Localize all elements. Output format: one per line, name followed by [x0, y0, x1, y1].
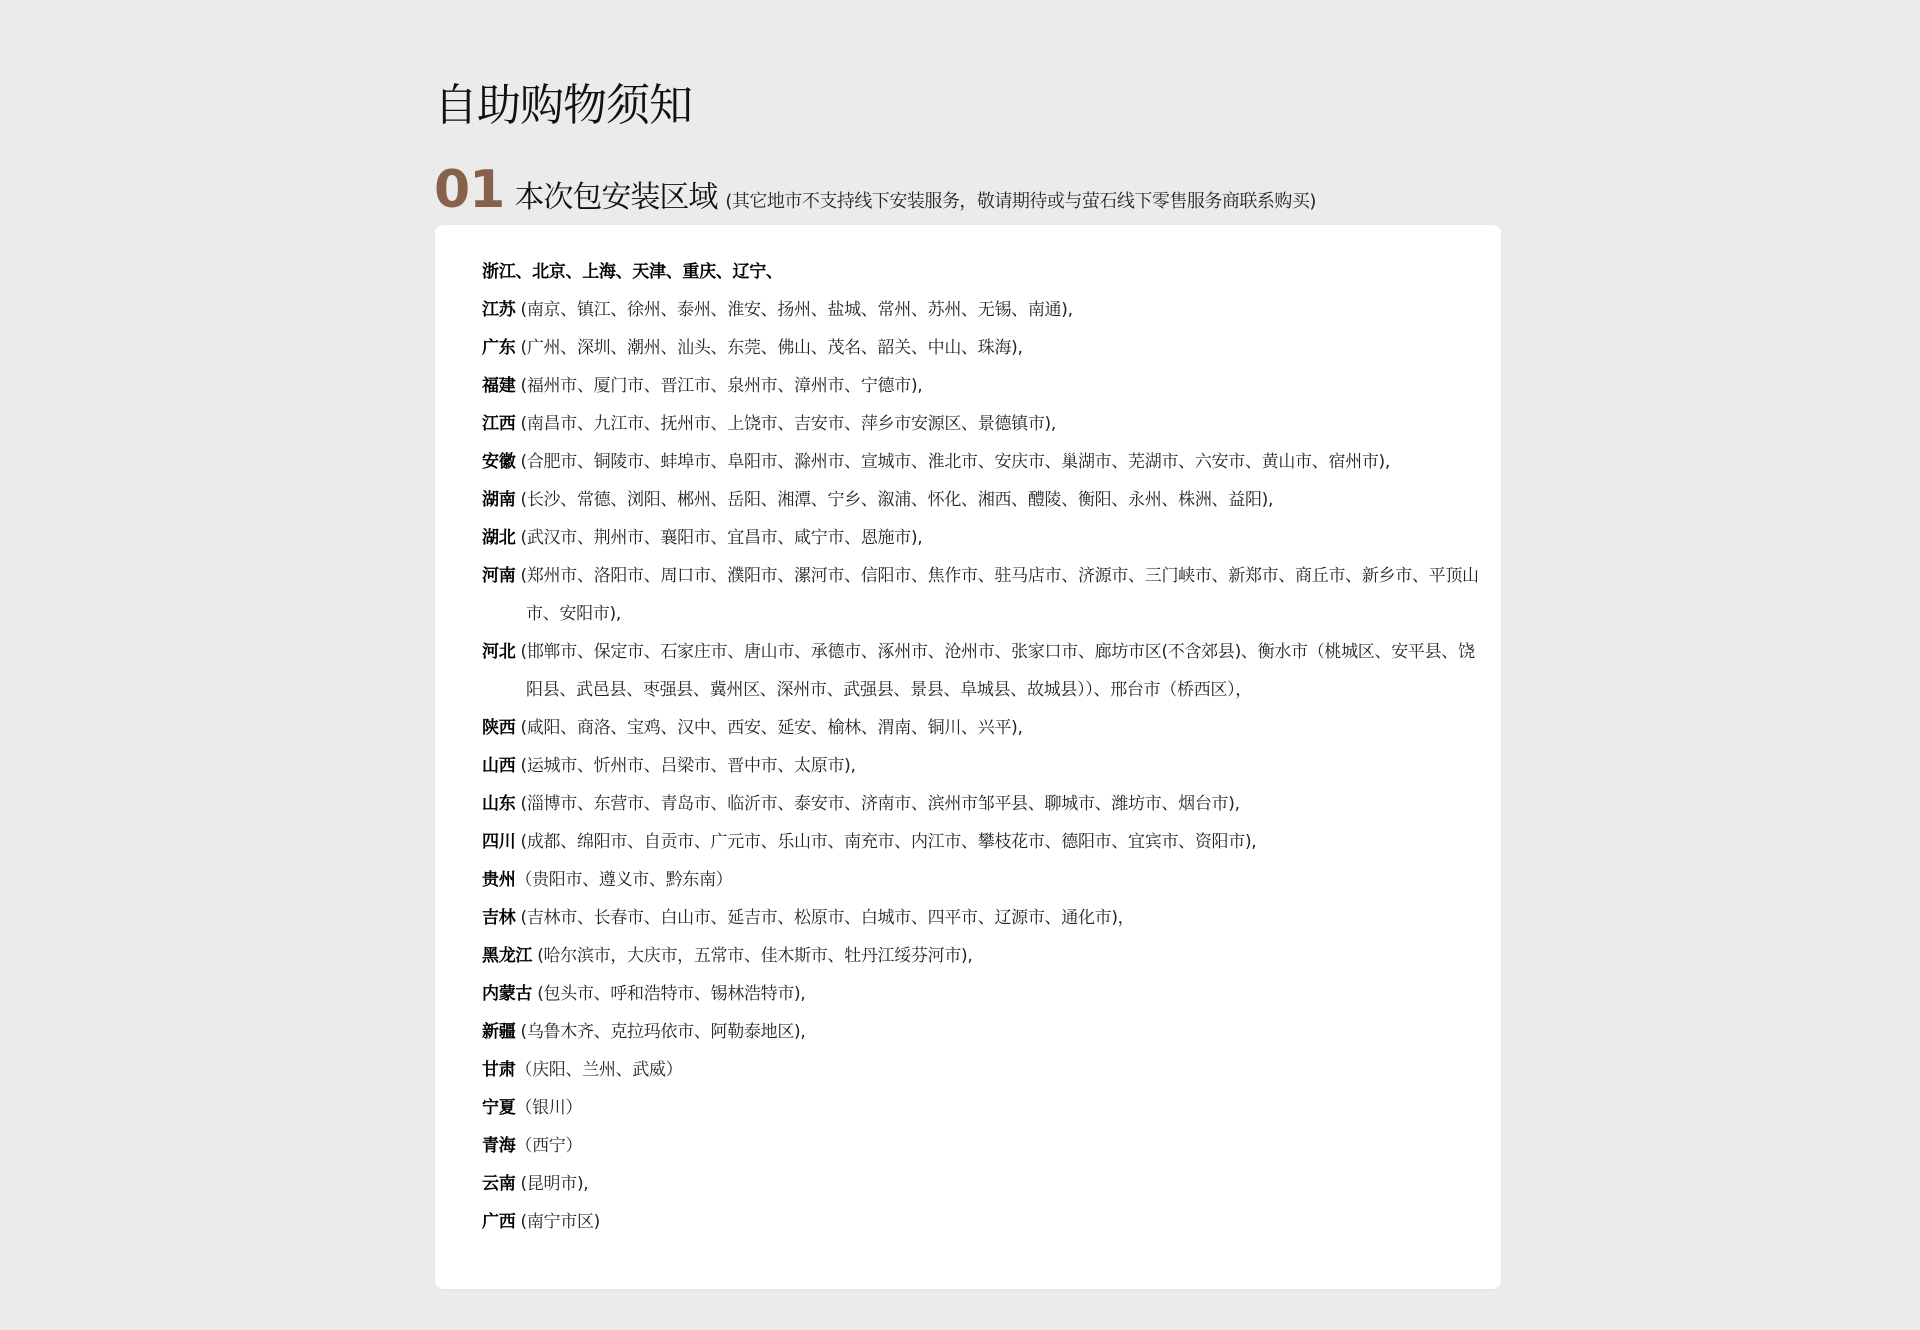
region-item	[482, 329, 1482, 367]
region-item	[482, 709, 1482, 747]
region-cities: （西宁）	[515, 1136, 583, 1156]
region-province: 福建	[482, 376, 516, 396]
region-cities: （贵阳市、遵义市、黔东南）	[515, 870, 733, 890]
region-item	[482, 519, 1482, 557]
region-province: 浙江、北京、上海、天津、重庆、辽宁、	[482, 262, 783, 282]
region-item	[482, 557, 1486, 633]
region-province: 湖南	[482, 490, 516, 510]
section-number: 01	[434, 160, 505, 220]
region-list	[482, 253, 1482, 1241]
region-province: 四川	[482, 832, 516, 852]
region-item	[482, 253, 1482, 291]
region-cities: (广州、深圳、潮州、汕头、东莞、佛山、茂名、韶关、中山、珠海),	[515, 338, 1023, 358]
region-item	[482, 785, 1482, 823]
region-province: 云南	[482, 1174, 516, 1194]
page-title: 自助购物须知	[434, 80, 692, 131]
region-province: 内蒙古	[482, 984, 533, 1004]
region-item	[482, 1203, 1482, 1241]
region-cities: (淄博市、东营市、青岛市、临沂市、泰安市、济南市、滨州市邹平县、聊城市、潍坊市、烟台市),	[515, 794, 1240, 814]
section-note: (其它地市不支持线下安装服务，敬请期待或与萤石线下零售服务商联系购买)	[725, 191, 1316, 212]
section-title: 本次包安装区域	[514, 180, 718, 215]
region-item	[482, 1051, 1482, 1089]
region-item	[482, 405, 1482, 443]
region-cities: (成都、绵阳市、自贡市、广元市、乐山市、南充市、内江市、攀枝花市、德阳市、宜宾市、资阳市),	[515, 832, 1257, 852]
region-cities: (郑州市、洛阳市、周口市、濮阳市、漯河市、信阳市、焦作市、驻马店市、济源市、三门峡市、新郑市、商丘市、新乡市、平顶山市、安阳市),	[515, 566, 1479, 624]
region-cities: (南昌市、九江市、抚州市、上饶市、吉安市、萍乡市安源区、景德镇市),	[515, 414, 1056, 434]
region-province: 湖北	[482, 528, 516, 548]
region-item	[482, 937, 1482, 975]
region-cities: (长沙、常德、浏阳、郴州、岳阳、湘潭、宁乡、溆浦、怀化、湘西、醴陵、衡阳、永州、株洲、益阳),	[515, 490, 1274, 510]
region-cities: (南京、镇江、徐州、泰州、淮安、扬州、盐城、常州、苏州、无锡、南通),	[515, 300, 1073, 320]
region-province: 山西	[482, 756, 516, 776]
section-header	[434, 160, 1316, 220]
region-province: 黑龙江	[482, 946, 533, 966]
install-region-card	[435, 225, 1501, 1289]
region-item	[482, 481, 1482, 519]
region-province: 山东	[482, 794, 516, 814]
region-province: 广东	[482, 338, 516, 358]
region-cities: (包头市、呼和浩特市、锡林浩特市),	[532, 984, 806, 1004]
region-province: 江苏	[482, 300, 516, 320]
region-cities: （银川）	[515, 1098, 583, 1118]
region-cities: (哈尔滨市，大庆市，五常市、佳木斯市、牡丹江绥芬河市),	[532, 946, 973, 966]
region-cities: (福州市、厦门市、晋江市、泉州市、漳州市、宁德市),	[515, 376, 923, 396]
region-item	[482, 1089, 1482, 1127]
region-item	[482, 899, 1482, 937]
region-province: 广西	[482, 1212, 516, 1232]
region-cities: (南宁市区)	[515, 1212, 600, 1232]
region-province: 青海	[482, 1136, 516, 1156]
region-province: 贵州	[482, 870, 516, 890]
region-cities: (运城市、忻州市、吕梁市、晋中市、太原市),	[515, 756, 856, 776]
region-item	[482, 443, 1482, 481]
region-item	[482, 1165, 1482, 1203]
region-province: 陕西	[482, 718, 516, 738]
region-province: 甘肃	[482, 1060, 516, 1080]
region-cities: （庆阳、兰州、武威）	[515, 1060, 683, 1080]
region-province: 新疆	[482, 1022, 516, 1042]
region-cities: (合肥市、铜陵市、蚌埠市、阜阳市、滁州市、宣城市、淮北市、安庆市、巢湖市、芜湖市、六安市、黄山市、宿州市),	[515, 452, 1390, 472]
region-province: 宁夏	[482, 1098, 516, 1118]
shopping-notice-page	[434, 78, 1502, 1232]
region-cities: (吉林市、长春市、白山市、延吉市、松原市、白城市、四平市、辽源市、通化市)，	[515, 908, 1135, 928]
region-cities: (昆明市),	[515, 1174, 589, 1194]
region-item	[482, 823, 1482, 861]
region-cities: (邯郸市、保定市、石家庄市、唐山市、承德市、涿州市、沧州市、张家口市、廊坊市区(不含郊县)、衡水市（桃城区、安平县、饶阳县、武邑县、枣强县、冀州区、深州市、武强县、景县、阜城县、故城县））、邢台市（桥西区），	[515, 642, 1475, 700]
region-cities: (武汉市、荆州市、襄阳市、宜昌市、咸宁市、恩施市),	[515, 528, 923, 548]
region-item	[482, 975, 1482, 1013]
region-province: 河南	[482, 566, 516, 586]
region-item	[482, 747, 1482, 785]
region-province: 安徽	[482, 452, 516, 472]
region-province: 河北	[482, 642, 516, 662]
region-item	[482, 633, 1486, 709]
region-item	[482, 861, 1482, 899]
region-item	[482, 1013, 1482, 1051]
region-province: 吉林	[482, 908, 516, 928]
region-item	[482, 367, 1482, 405]
region-cities: (乌鲁木齐、克拉玛依市、阿勒泰地区),	[515, 1022, 806, 1042]
region-item	[482, 291, 1482, 329]
region-item	[482, 1127, 1482, 1165]
region-province: 江西	[482, 414, 516, 434]
region-cities: (咸阳、商洛、宝鸡、汉中、西安、延安、榆林、渭南、铜川、兴平),	[515, 718, 1023, 738]
